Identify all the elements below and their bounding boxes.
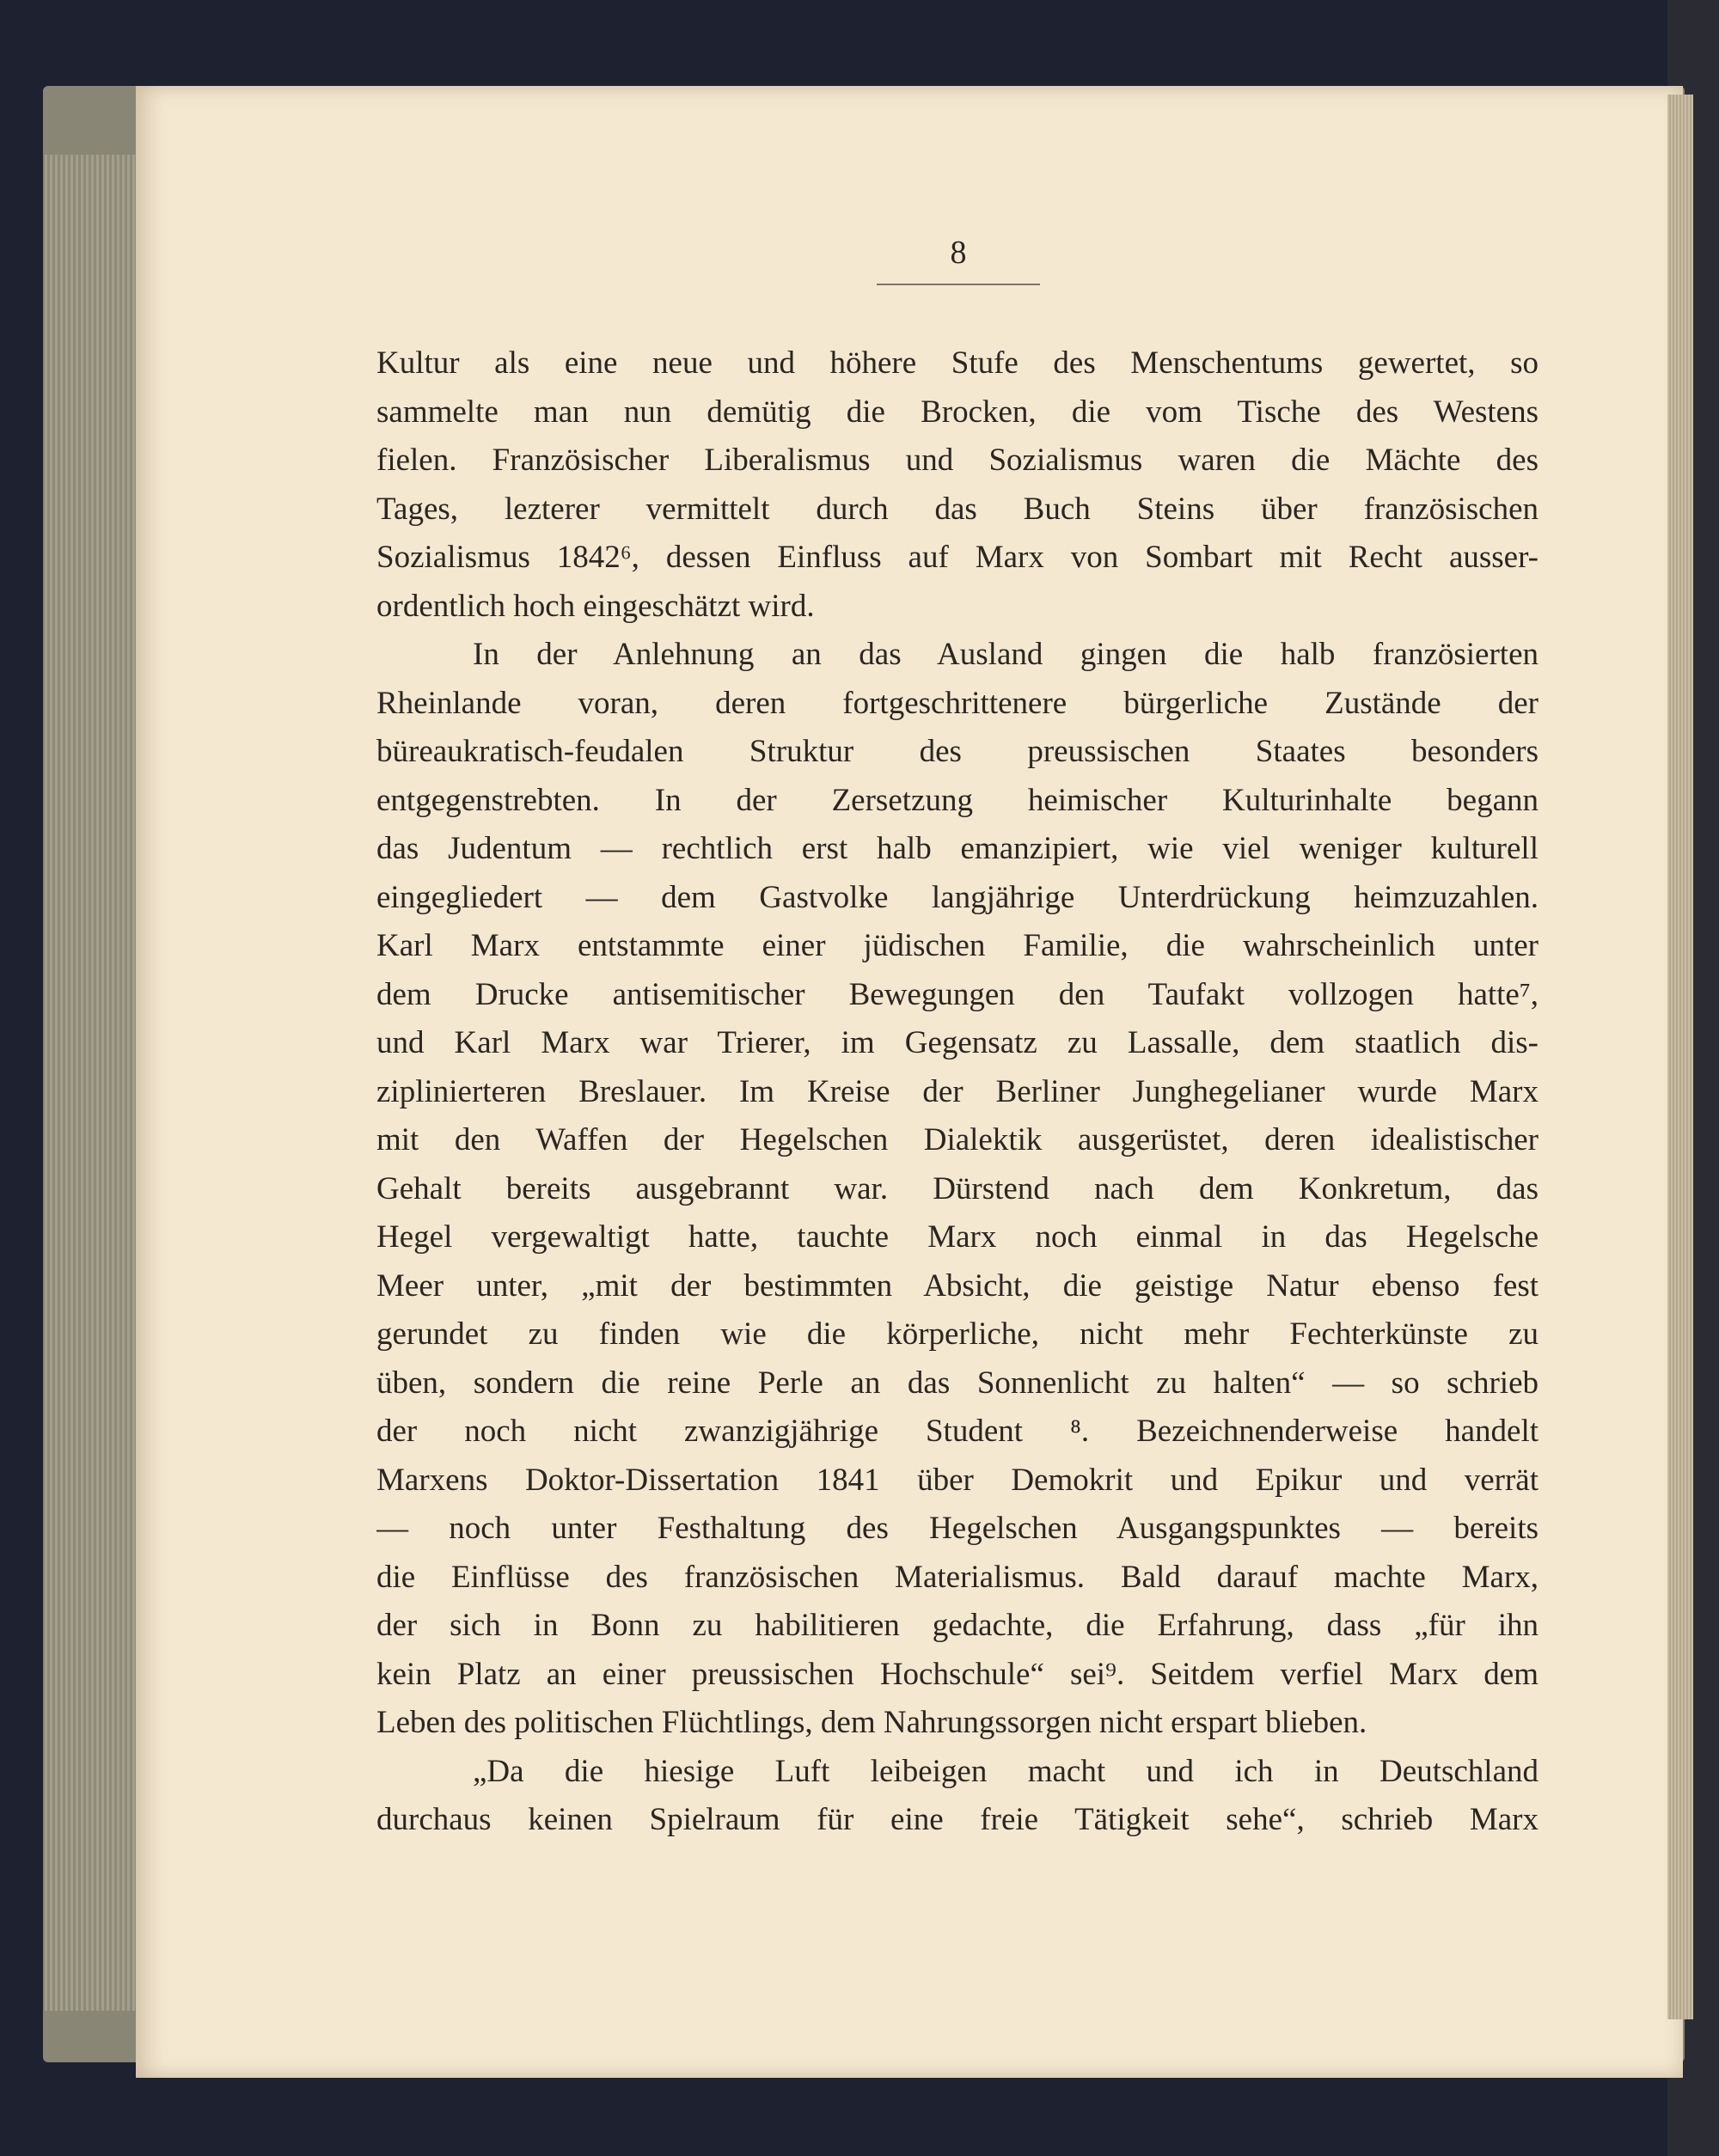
text-line: In der Anlehnung an das Ausland gingen die halb französierten [473,637,1539,672]
text-line: kein Platz an einer preussischen Hochschule“ sei⁹. Seitdem verfiel Marx dem [376,1656,1539,1692]
text-line: ziplinierteren Breslauer. Im Kreise der Berliner Junghegelianer wurde Marx [376,1073,1539,1109]
text-line: Kultur als eine neue und höhere Stufe des Menschentums gewertet, so [376,345,1539,381]
text-line: Rheinlande voran, deren fortgeschrittenere bürgerliche Zustände der [376,685,1539,721]
text-line: durchaus keinen Spielraum für eine freie Tätigkeit sehe“, schrieb Marx [376,1802,1539,1837]
text-line: üben, sondern die reine Perle an das Sonnenlicht zu halten“ — so schrieb [376,1365,1539,1401]
text-line: Hegel vergewaltigt hatte, tauchte Marx noch einmal in das Hegelsche [376,1219,1539,1255]
text-line: das Judentum — rechtlich erst halb emanzipiert, wie viel weniger kulturell [376,831,1539,866]
text-line: entgegenstrebten. In der Zersetzung heimischer Kulturinhalte begann [376,782,1539,818]
text-line: der noch nicht zwanzigjährige Student ⁸. Bezeichnenderweise handelt [376,1414,1539,1449]
text-line: der sich in Bonn zu habilitieren gedachte, die Erfahrung, dass „für ihn [376,1608,1539,1643]
text-line: Marxens Doktor-Dissertation 1841 über Demokrit und Epikur und verrät [376,1462,1539,1498]
text-line: eingegliedert — dem Gastvolke langjährige Unterdrückung heimzuzahlen. [376,879,1539,915]
text-line: gerundet zu finden wie die körperliche, nicht mehr Fechterkünste zu [376,1316,1539,1352]
text-line: Meer unter, „mit der bestimmten Absicht, die geistige Natur ebenso fest [376,1267,1539,1304]
text-line: fielen. Französischer Liberalismus und Sozialismus waren die Mächte des [376,443,1539,478]
text-line: — noch unter Festhaltung des Hegelschen Ausgangspunktes — bereits [376,1511,1539,1546]
page-stack-edge [1667,95,1693,2019]
text-line: die Einflüsse des französischen Materialismus. Bald darauf machte Marx, [376,1559,1539,1595]
text-line: „Da die hiesige Luft leibeigen macht und ich in Deutschland [473,1753,1539,1789]
text-line: Tages, lezterer vermittelt durch das Buch Steins über französischen [376,491,1539,527]
text-line: ordentlich hoch eingeschätzt wird. [376,588,815,624]
text-line: mit den Waffen der Hegelschen Dialektik ausgerüstet, deren idealistischer [376,1122,1539,1157]
text-line: Karl Marx entstammte einer jüdischen Familie, die wahrscheinlich unter [376,928,1539,963]
text-line: Sozialismus 1842⁶, dessen Einfluss auf Marx von Sombart mit Recht ausser- [376,540,1539,575]
text-line: büreaukratisch-feudalen Struktur des preussischen Staates besonders [376,734,1539,769]
text-line: Leben des politischen Flüchtlings, dem Nahrungssorgen nicht erspart blieben. [376,1705,1367,1740]
text-line: dem Drucke antisemitischer Bewegungen den Taufakt vollzogen hatte⁷, [376,976,1539,1012]
book-spine-cloth [45,155,139,2011]
text-line: Gehalt bereits ausgebrannt war. Dürstend nach dem Konkretum, das [376,1170,1539,1206]
text-line: sammelte man nun demütig die Brocken, die vom Tische des Westens [376,394,1539,430]
page-number: 8 [877,234,1040,285]
text-line: und Karl Marx war Trierer, im Gegensatz zu Lassalle, dem staatlich dis- [376,1025,1539,1060]
body-text [376,339,1539,1845]
